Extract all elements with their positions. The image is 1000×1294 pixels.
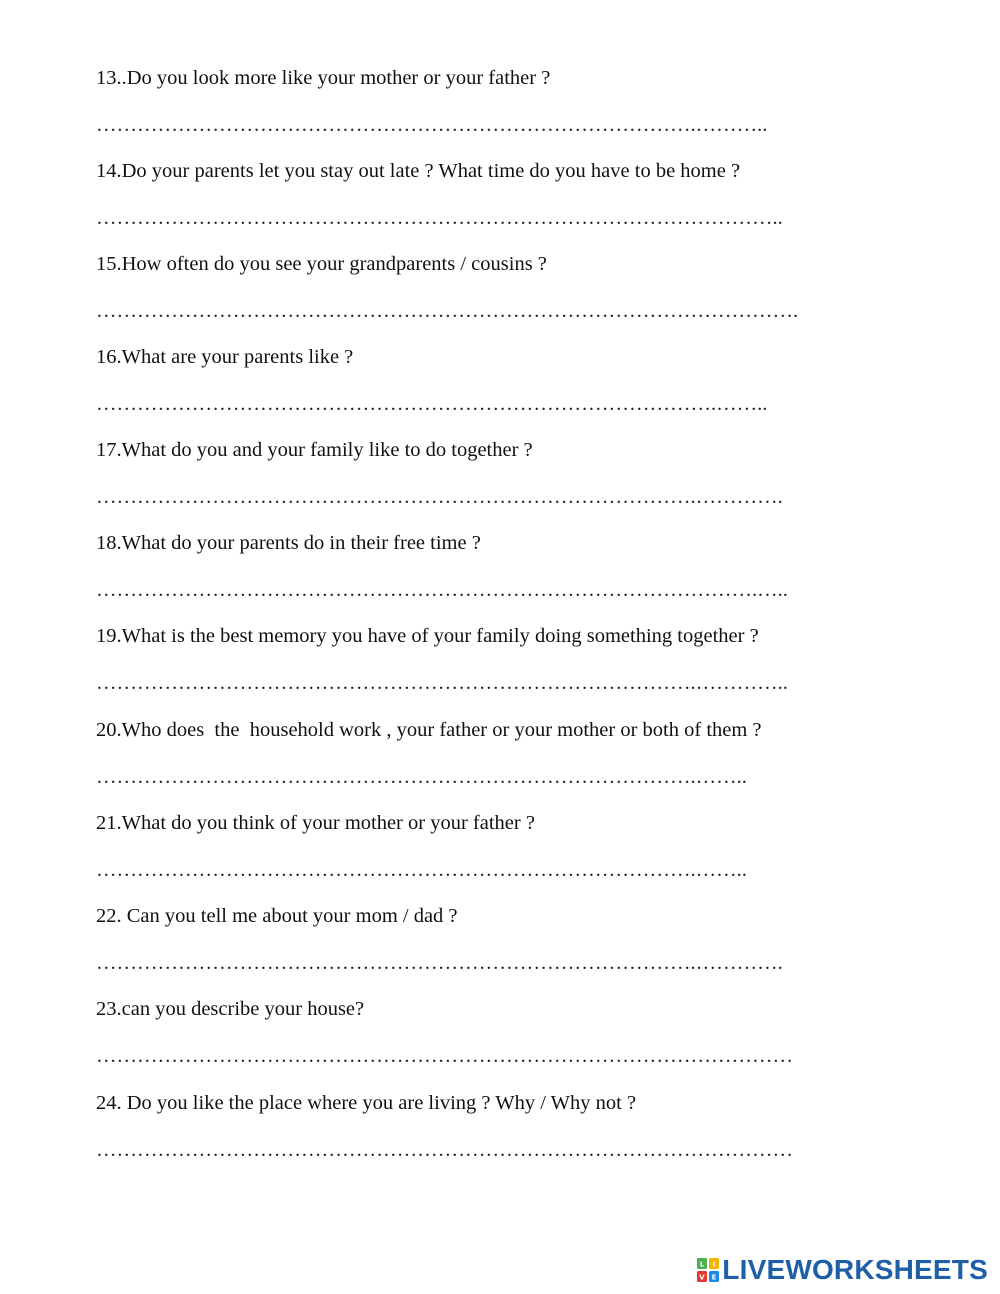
question-item-18 — [96, 531, 886, 602]
question-text: 21.What do you think of your mother or your father ? — [96, 812, 535, 834]
svg-text:E: E — [711, 1273, 717, 1282]
answer-line[interactable]: ………………………………………………………………………………………… — [96, 1045, 793, 1067]
question-text: 17.What do you and your family like to do together ? — [96, 439, 533, 461]
answer-line[interactable]: ……………………………………………………………………………………….. — [96, 207, 783, 229]
question-item-15 — [96, 252, 886, 323]
question-item-20 — [96, 718, 886, 789]
question-item-21 — [96, 811, 886, 882]
question-item-13 — [96, 66, 886, 137]
question-item-24 — [96, 1091, 886, 1162]
answer-line[interactable]: …………………………………………………………………………….…………. — [96, 952, 783, 974]
question-text: 19.What is the best memory you have of your family doing something together ? — [96, 625, 759, 647]
question-item-22 — [96, 904, 886, 975]
liveworksheets-logo[interactable] — [697, 1254, 988, 1286]
answer-line[interactable]: ……………………………………………………………………………….…….. — [96, 393, 768, 415]
svg-text:I: I — [712, 1260, 716, 1269]
svg-text:L: L — [700, 1260, 705, 1269]
question-text: 18.What do your parents do in their free time ? — [96, 532, 481, 554]
question-item-19 — [96, 624, 886, 695]
answer-line[interactable]: ………………………………………………………………………………………… — [96, 1139, 793, 1161]
logo-wordmark: LIVEWORKSHEETS — [722, 1254, 988, 1285]
question-item-17 — [96, 438, 886, 509]
question-text: 22. Can you tell me about your mom / dad ? — [96, 905, 458, 927]
question-text: 14.Do your parents let you stay out late ? What time do you have to be home ? — [96, 160, 741, 182]
question-item-14 — [96, 159, 886, 230]
answer-line[interactable]: …………………………………………………………………………………………. — [96, 300, 799, 322]
liveworksheets-logo-icon — [697, 1258, 719, 1282]
answer-line[interactable]: …………………………………………………………………………….…….. — [96, 766, 747, 788]
question-text: 16.What are your parents like ? — [96, 346, 354, 368]
answer-line[interactable]: …………………………………………………………………………………….….. — [96, 579, 788, 601]
svg-text:V: V — [699, 1273, 705, 1282]
answer-line[interactable]: …………………………………………………………………………….…….. — [96, 859, 747, 881]
question-item-16 — [96, 345, 886, 416]
question-text: 24. Do you like the place where you are living ? Why / Why not ? — [96, 1092, 637, 1114]
question-text: 13..Do you look more like your mother or your father ? — [96, 67, 551, 89]
question-text: 23.can you describe your house? — [96, 998, 365, 1020]
question-item-23 — [96, 997, 886, 1068]
question-text: 15.How often do you see your grandparents / cousins ? — [96, 253, 547, 275]
answer-line[interactable]: …………………………………………………………………………….…………. — [96, 486, 783, 508]
question-text: 20.Who does the household work , your father or your mother or both of them ? — [96, 719, 762, 741]
answer-line[interactable]: …………………………………………………………………………….………….. — [96, 672, 788, 694]
answer-line[interactable]: …………………………………………………………………………….……….. — [96, 114, 768, 136]
